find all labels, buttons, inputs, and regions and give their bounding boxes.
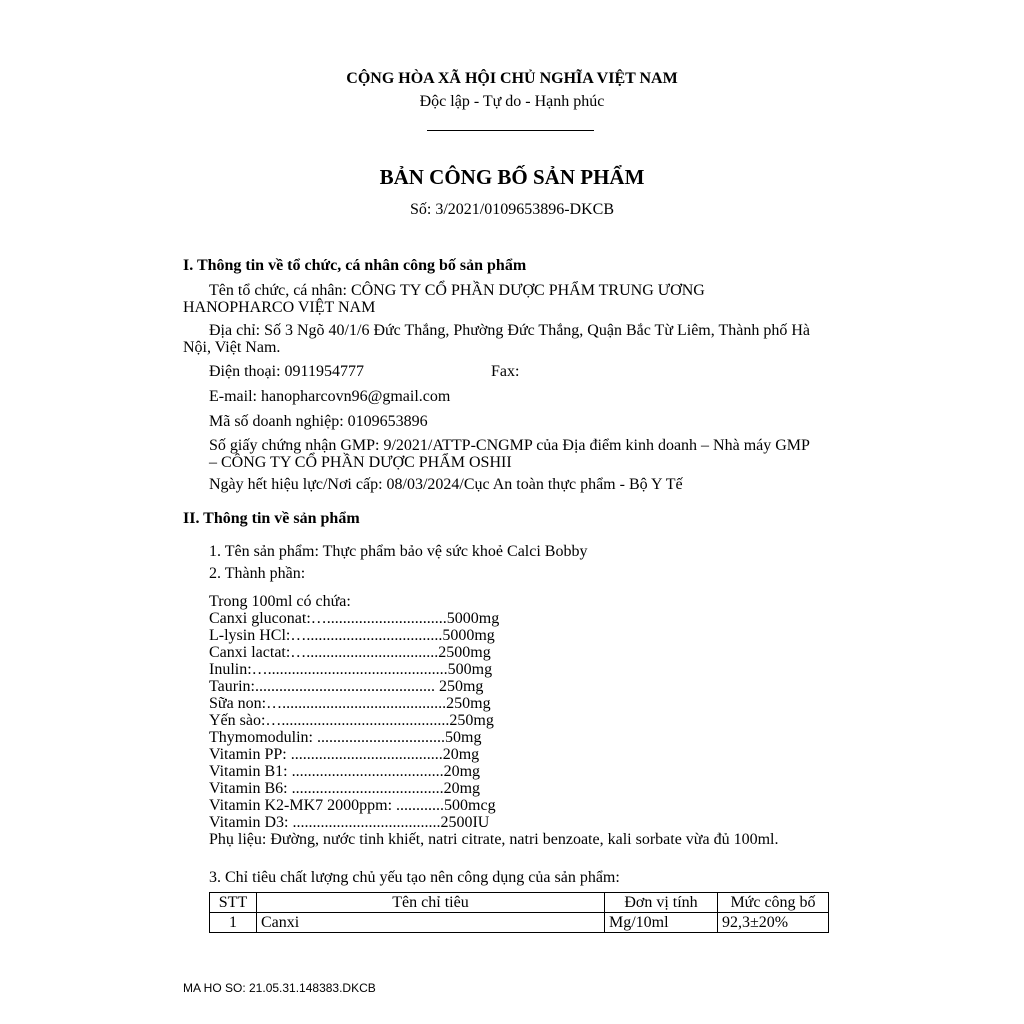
col-header-declared: Mức công bố [718,893,829,913]
gmp-line1: Số giấy chứng nhận GMP: 9/2021/ATTP-CNGMP của Địa điểm kinh doanh – Nhà máy GMP [209,437,810,454]
ingredient-line: Taurin:............................................. 250mg [209,678,484,695]
cell-unit: Mg/10ml [605,913,718,933]
address-line2: Nội, Việt Nam. [183,339,281,356]
validity: Ngày hết hiệu lực/Nơi cấp: 08/03/2024/Cục An toàn thực phẩm - Bộ Y Tế [209,476,683,493]
excipients-line: Phụ liệu: Đường, nước tinh khiết, natri citrate, natri benzoate, kali sorbate vừa đủ 100ml. [209,831,779,848]
col-header-name: Tên chỉ tiêu [257,893,605,913]
ingredient-line: Inulin:….............................................500mg [209,661,493,678]
ingredient-line: L-lysin HCl:…..................................5000mg [209,627,495,644]
ingredient-line: Sữa non:….........................................250mg [209,695,491,712]
phone: Điện thoại: 0911954777 [209,363,364,380]
ingredient-line: Canxi lactat:….................................2500mg [209,644,491,661]
ingredient-line: Yến sào:…..........................................250mg [209,712,494,729]
document-title: BẢN CÔNG BỐ SẢN PHẨM [379,165,645,189]
address-line1: Địa chỉ: Số 3 Ngõ 40/1/6 Đức Thắng, Phường Đức Thắng, Quận Bắc Từ Liêm, Thành phố Hà [209,322,810,339]
ingredient-line: Canxi gluconat:…..............................5000mg [209,610,500,627]
org-name-line2: HANOPHARCO VIỆT NAM [183,299,376,316]
product-name: 1. Tên sản phẩm: Thực phẩm bảo vệ sức khoẻ Calci Bobby [209,543,588,560]
ingredient-line: Vitamin K2-MK7 2000ppm: ............500mcg [209,797,496,814]
cell-declared: 92,3±20% [718,913,829,933]
tax-code: Mã số doanh nghiệp: 0109653896 [209,413,428,430]
org-name-line1: Tên tổ chức, cá nhân: CÔNG TY CỔ PHẦN DƯỢC PHẨM TRUNG ƯƠNG [209,282,705,299]
motto: Độc lập - Tự do - Hạnh phúc [419,93,605,110]
document-number: Số: 3/2021/0109653896-DKCB [409,201,614,218]
col-header-stt: STT [210,893,257,913]
record-code: MA HO SO: 21.05.31.148383.DKCB [183,981,376,995]
quality-label: 3. Chỉ tiêu chất lượng chủ yếu tạo nên công dụng của sản phẩm: [209,869,620,886]
composition-label: 2. Thành phần: [209,565,306,582]
ingredient-list [209,593,778,848]
header-divider [427,130,594,131]
table-row [210,913,829,933]
quality-table [209,892,829,933]
ingredient-line: Vitamin B1: ......................................20mg [209,763,481,780]
table-header-row [210,893,829,913]
cell-stt: 1 [210,913,257,933]
ingredient-line: Vitamin D3: .....................................2500IU [209,814,490,831]
ingredient-line: Trong 100ml có chứa: [209,593,351,610]
col-header-unit: Đơn vị tính [605,893,718,913]
cell-name: Canxi [257,913,605,933]
ingredient-line: Thymomodulin: ................................50mg [209,729,482,746]
ingredient-line: Vitamin PP: ......................................20mg [209,746,480,763]
section1-heading: I. Thông tin về tổ chức, cá nhân công bố sản phẩm [183,257,527,274]
section2-heading: II. Thông tin về sản phẩm [183,510,360,527]
gmp-line2: – CÔNG TY CỔ PHẦN DƯỢC PHẨM OSHII [209,454,512,471]
fax: Fax: [491,363,520,380]
ingredient-line: Vitamin B6: ......................................20mg [209,780,481,797]
email: E-mail: hanopharcovn96@gmail.com [209,388,451,405]
nation-heading: CỘNG HÒA XÃ HỘI CHỦ NGHĨA VIỆT NAM [346,70,678,87]
